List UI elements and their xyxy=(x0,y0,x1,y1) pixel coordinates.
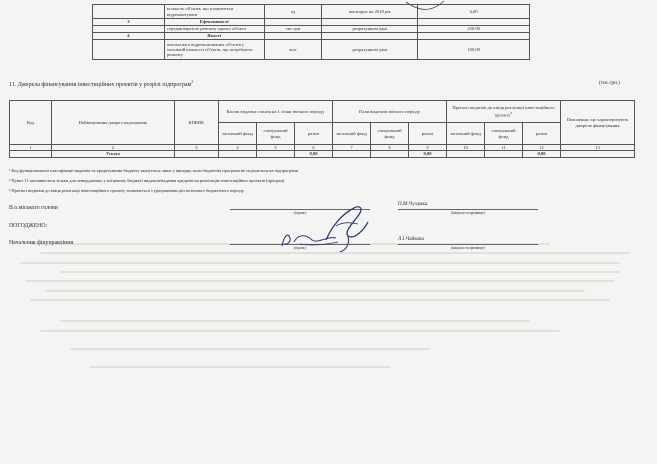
finance-name: Л.І.Чайкова xyxy=(398,236,424,242)
finance-signature-caption: (підпис) xyxy=(293,246,307,250)
header-cash: Касові видатки станом на 1 січня звітного періоду xyxy=(219,101,333,123)
funding-sources-table xyxy=(9,100,635,158)
table-row: 4 Якості xyxy=(93,33,530,40)
mayor-name-line xyxy=(398,209,538,210)
header-plan: План видатків звітного періоду xyxy=(333,101,447,123)
section-11-title: 11. Джерела фінансування інвестиційних проектів у розрізі підпрограм$^2$ xyxy=(9,80,194,88)
table-header-row xyxy=(10,101,635,123)
total-row: Усього 0,00 0,00 0,00 xyxy=(10,151,635,157)
mayor-title: В.о.міського голови xyxy=(9,205,58,211)
table-row: середня вартість ремонту одного об'єкта тис.грн розрахункові дані 250,90 xyxy=(93,26,530,33)
table-row: кількість об'єктів, що плануються відремонтувати од кошторис на 2018 рік 6,00 xyxy=(93,5,530,19)
pen-mark xyxy=(400,0,450,16)
unit-label: (тис.грн.) xyxy=(599,80,620,86)
finance-signature xyxy=(278,230,342,250)
finance-name-line xyxy=(398,244,538,245)
header-explanation: Пояснення, що характеризують джерела фінансування xyxy=(561,101,635,145)
header-forecast: Прогноз видатків до кінця реалізації інвестиційного проекту$^3$ xyxy=(447,101,561,123)
footnote-3: ³ Прогноз видатків до кінця реалізації інвестиційного проекту зазначається з урахуванням цін поточного бюджетного періоду xyxy=(9,188,245,193)
mayor-name-caption: (ініціали та прізвище) xyxy=(451,211,485,215)
footnote-1: ¹ Код функціональної класифікації видатків та кредитування бюджету вказується лише у випадку, коли бюджетна програма не поділяється на підпрограми xyxy=(9,168,299,173)
finance-title: Начальник фінуправління xyxy=(9,240,74,246)
header-kpkvk: КПКВК xyxy=(174,101,218,145)
footnote-2: ² Пункт 11 заповнюється тільки для затверджених у місцевому бюджеті видатків/надання кредитів на реалізацію інвестиційних проектів (програм) xyxy=(9,178,285,183)
header-name: Найменування джерел надходжень xyxy=(52,101,174,145)
column-number-row: 1 2 3 4 5 6 7 8 9 10 11 12 13 xyxy=(10,145,635,151)
indicators-table xyxy=(92,4,530,60)
mayor-signature-caption: (підпис) xyxy=(293,211,307,215)
mayor-name: П.М.Чухрака xyxy=(398,201,428,207)
table-subheader-row: загальний фонд спеціальний фонд разом загальний фонд спеціальний фонд разом загальний фонд спеціальний фонд разом xyxy=(10,123,635,145)
table-row: питома вага відремонтованих об'єктів у загальній кількості об'єктів, що потребують ремонту млс розрахункові дані 100,00 xyxy=(93,40,530,60)
table-row: 3 Ефективності xyxy=(93,19,530,26)
finance-name-caption: (ініціали та прізвище) xyxy=(451,246,485,250)
header-code: Код xyxy=(10,101,52,145)
agreed-label: ПОГОДЖЕНО: xyxy=(9,223,48,229)
